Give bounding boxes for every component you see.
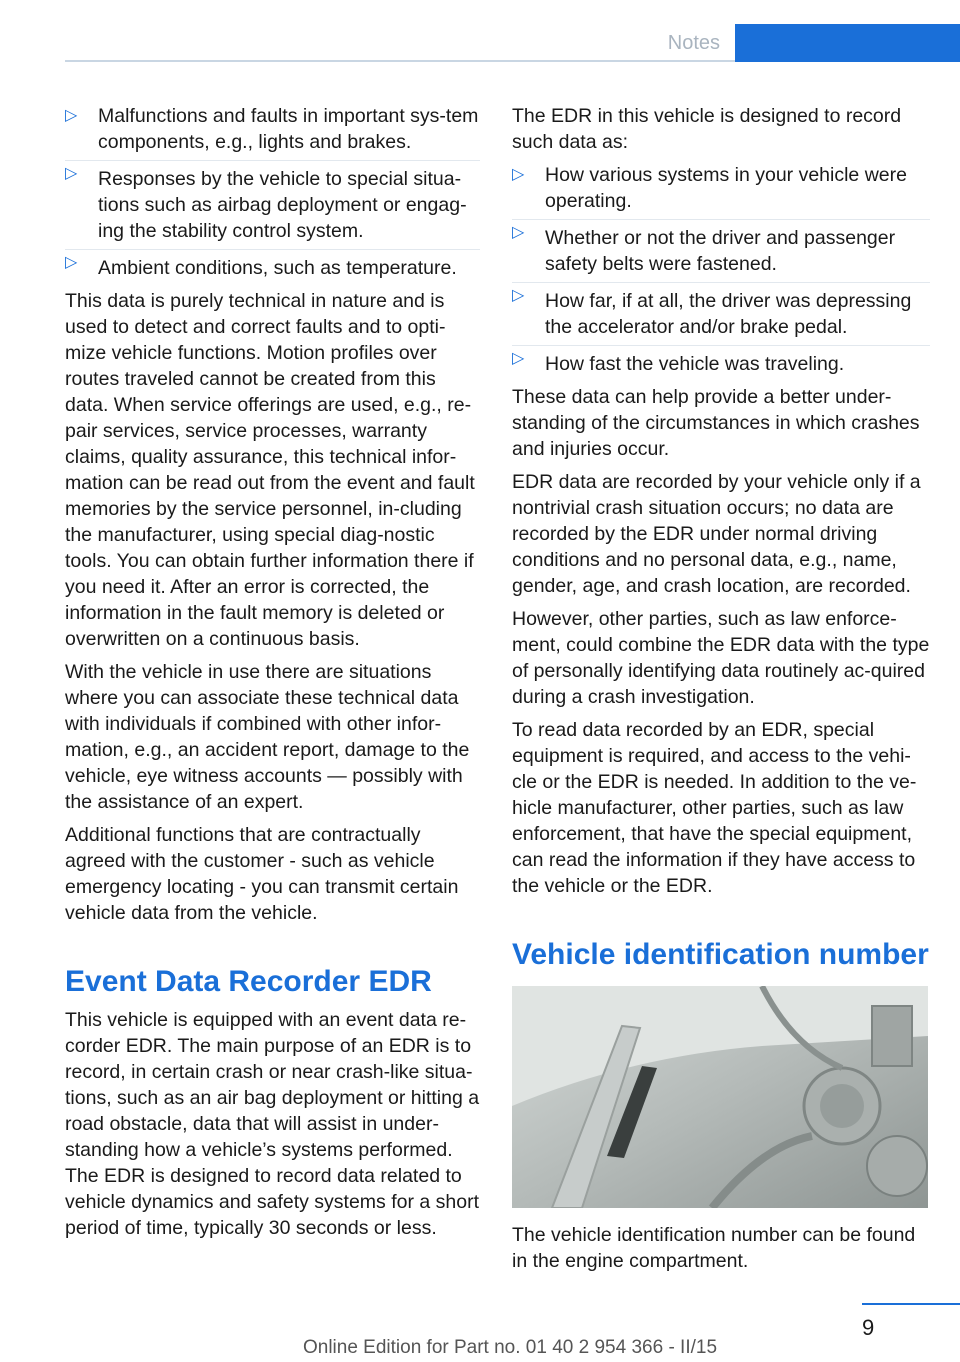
vin-caption: The vehicle identification number can be found in the engine compartment.	[512, 1224, 916, 1272]
paragraph: This data is purely technical in nature and is used to detect and correct faults and to opti‐mize vehicle functions. Motion profiles over routes traveled cannot be created from this data. When service offerings are used, e.g., re‐pair services, service processes, warranty claims, quality assurance, this technical infor‐mation can be read out from the event and fault memories by the service personnel, in‐cluding the manufacturer, using special diag‐nostic tools. You can obtain further information there if you need it. After an error is corrected, the information in the fault memory is deleted or overwritten on a continuous basis.	[65, 290, 475, 650]
list-item: ▷ How far, if at all, the driver was depressing the accelerator and/or brake pedal.	[512, 282, 930, 340]
list-item: ▷ Malfunctions and faults in important sys‐tem components, e.g., lights and brakes.	[65, 105, 479, 153]
header-accent-block	[735, 24, 960, 62]
triangle-bullet-icon: ▷	[512, 166, 525, 183]
triangle-bullet-icon: ▷	[65, 254, 78, 271]
page-number: 9	[862, 1315, 875, 1340]
header-rule	[65, 60, 735, 62]
triangle-bullet-icon: ▷	[65, 107, 78, 124]
triangle-bullet-icon: ▷	[512, 350, 525, 367]
footer-edition: Online Edition for Part no. 01 40 2 954 366 - II/15	[302, 1337, 718, 1358]
list-item: ▷ How fast the vehicle was traveling.	[512, 345, 930, 377]
edr-heading: Event Data Recorder EDR	[65, 965, 432, 998]
triangle-bullet-icon: ▷	[65, 165, 78, 182]
fault-bullet-list	[65, 103, 480, 281]
paragraph: With the vehicle in use there are situations where you can associate these technical data with individuals if combined with other infor‐mation, e.g., an accident report, damage to the vehicle, eye witness accounts — possibly with the assistance of an expert.	[65, 661, 470, 813]
paragraph: To read data recorded by an EDR, special equipment is required, and access to the vehi‐cle or the EDR is needed. In addition to the ve‐hicle manufacturer, other parties, such as law enforcement, that have the special equipment, can read the information if they have access to the vehicle or the EDR.	[512, 719, 917, 897]
section-title: Notes	[667, 32, 720, 54]
paragraph: EDR data are recorded by your vehicle only if a nontrivial crash situation occurs; no data are recorded by the EDR under normal driving conditions and no personal data, e.g., name, gender, age, and crash location, are recorded.	[512, 471, 921, 597]
left-column	[65, 103, 480, 1248]
paragraph: However, other parties, such as law enforce‐ment, could combine the EDR data with the type of personally identifying data routinely ac‐quired during a crash investigation.	[512, 608, 930, 708]
edr-data-bullet-list	[512, 162, 930, 377]
list-item: ▷ How various systems in your vehicle were operating.	[512, 164, 907, 212]
footer-rule	[862, 1303, 960, 1305]
list-item: ▷ Ambient conditions, such as temperature.	[65, 249, 480, 281]
paragraph: The EDR in this vehicle is designed to record such data as:	[512, 105, 902, 153]
paragraph: Additional functions that are contractually agreed with the customer - such as vehicle emergency locating - you can transmit certain vehicle data from the vehicle.	[65, 824, 459, 924]
paragraph: These data can help provide a better under‐standing of the circumstances in which crashes and injuries occur.	[512, 386, 920, 460]
engine-compartment-photo	[512, 986, 928, 1208]
triangle-bullet-icon: ▷	[512, 287, 525, 304]
list-item: ▷ Responses by the vehicle to special situa‐tions such as airbag deployment or engag‐ing the stability control system.	[65, 160, 480, 244]
vin-heading: Vehicle identification number	[512, 938, 929, 971]
right-column	[512, 103, 930, 1281]
triangle-bullet-icon: ▷	[512, 224, 525, 241]
list-item: ▷ Whether or not the driver and passenger safety belts were fastened.	[512, 219, 930, 277]
paragraph: This vehicle is equipped with an event data re‐corder EDR. The main purpose of an EDR is to record, in certain crash or near crash-like situa‐tions, such as an air bag deployment or hitting a road obstacle, data that will assist in under‐standing how a vehicle’s systems performed. The EDR is designed to record data related to vehicle dynamics and safety systems for a short period of time, typically 30 seconds or less.	[65, 1009, 480, 1239]
